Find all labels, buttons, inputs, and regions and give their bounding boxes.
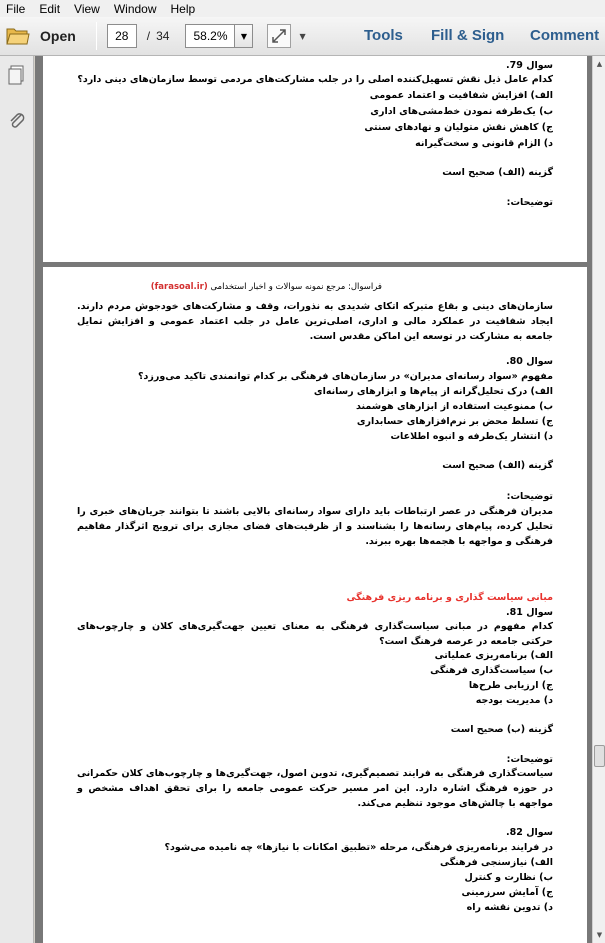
scrollbar-thumb[interactable]: [594, 745, 605, 767]
option-b: ب) یک‌طرفه نمودن خط‌مشی‌های اداری: [370, 106, 553, 117]
vertical-scrollbar[interactable]: [592, 56, 605, 943]
scroll-down-icon[interactable]: ▼: [596, 931, 603, 939]
option-b: ب) ممنوعیت استفاده از ابزارهای هوشمند: [356, 401, 553, 412]
menu-file[interactable]: File: [6, 1, 26, 16]
open-label: Open: [40, 28, 76, 44]
open-button[interactable]: [6, 22, 76, 50]
toolbar: [0, 17, 605, 56]
page-total: 34: [156, 29, 170, 43]
pdf-page: [43, 267, 587, 943]
option-d: د) انتشار یک‌طرفه و انبوه اطلاعات: [390, 431, 553, 442]
source-domain: (farasoal.ir): [150, 282, 208, 292]
explanation-label: توضیحات:: [506, 491, 553, 502]
option-a: الف) درک تحلیل‌گرانه از پیام‌ها و ابزارهای رسانه‌ای: [313, 386, 553, 397]
menu-help[interactable]: Help: [170, 1, 196, 16]
comment-button[interactable]: Comment: [530, 27, 600, 44]
answer-text: گزینه (الف) صحیح است: [442, 167, 553, 178]
option-b: ب) سیاست‌گذاری فرهنگی: [430, 665, 553, 676]
explanation-label: توضیحات:: [506, 197, 553, 208]
fit-page-icon[interactable]: [267, 24, 291, 48]
question-number: سوال 82.: [506, 827, 553, 838]
menu-bar: [0, 0, 605, 17]
paperclip-icon[interactable]: [6, 110, 28, 132]
question-text: مفهوم «سواد رسانه‌ای مدیران» در سازمان‌های فرهنگی بر کدام توانمندی تاکید می‌ورزد؟: [138, 371, 553, 382]
option-c: ج) تسلط محض بر نرم‌افزارهای حسابداری: [356, 416, 553, 427]
question-number: سوال 79.: [506, 60, 553, 71]
scroll-up-icon[interactable]: ▲: [596, 60, 603, 68]
answer-text: گزینه (الف) صحیح است: [442, 460, 553, 471]
option-b: ب) نظارت و کنترل: [464, 872, 553, 883]
question-text: کدام عامل ذیل نقش تسهیل‌کننده اصلی را در جلب مشارکت‌های مردمی توسط سازمان‌های دینی دارد؟: [77, 74, 553, 85]
option-d: د) الزام قانونی و سخت‌گیرانه: [415, 138, 553, 149]
source-credit: [151, 282, 382, 292]
answer-text: گزینه (ب) صحیح است: [450, 724, 553, 735]
option-c: ج) آمایش سرزمینی: [461, 887, 553, 898]
question-text: در فرایند برنامه‌ریزی فرهنگی، مرحله «تطبیق امکانات با نیازها» چه نامیده می‌شود؟: [164, 842, 553, 853]
source-prefix: فراسوال: مرجع نمونه سوالات و اخبار استخدامی: [210, 282, 382, 292]
intro-paragraph: سازمان‌های دینی و بقاع متبرکه اتکای شدیدی به نذورات، وقف و مشارکت‌های خودجوش مردم دارند. ایجاد شفافیت در عملکرد مالی و اداری، اصلی‌ترین عامل در جلب اعتماد عمومی و افزایش تمایل جامعه به مشارکت در توسعه این اماکن مقدس است.: [77, 301, 553, 342]
option-a: الف) افزایش شفافیت و اعتماد عمومی: [369, 90, 553, 101]
section-title: مبانی سیاست گذاری و برنامه ریزی فرهنگی: [346, 592, 553, 603]
zoom-value[interactable]: 58.2%: [193, 29, 228, 43]
option-a: الف) برنامه‌ریزی عملیاتی: [434, 650, 553, 661]
option-d: د) مدیریت بودجه: [475, 695, 553, 706]
more-tools-icon[interactable]: ▼: [299, 31, 306, 41]
menu-edit[interactable]: Edit: [39, 1, 61, 16]
question-number: سوال 80.: [506, 356, 553, 367]
page-thumbnails-icon[interactable]: [6, 64, 28, 86]
menu-window[interactable]: Window: [113, 1, 157, 16]
question-number: سوال 81.: [506, 607, 553, 618]
page-number-input[interactable]: 28: [107, 24, 137, 48]
toolbar-separator: [96, 22, 97, 50]
menu-view[interactable]: View: [74, 1, 100, 16]
question-text: کدام مفهوم در مبانی سیاست‌گذاری فرهنگی به معنای تعیین جهت‌گیری‌های کلان و چارچوب‌های حرکتی جامعه در عرصه فرهنگ است؟: [77, 621, 553, 647]
option-d: د) تدوین نقشه راه: [466, 902, 553, 913]
folder-icon: [6, 25, 30, 47]
fill-sign-button[interactable]: Fill & Sign: [431, 27, 505, 44]
left-nav-panel: [0, 56, 34, 943]
option-c: ج) کاهش نقش متولیان و نهادهای سنتی: [364, 122, 553, 133]
explanation-paragraph: سیاست‌گذاری فرهنگی به فرایند تصمیم‌گیری، تدوین اصول، جهت‌گیری‌ها و چارچوب‌های کلان حکمرانی در حوزه فرهنگ اشاره دارد. این امر مسیر حرکت عمومی جامعه را برای تحقق اهداف مشخص و مواجهه با چالش‌های موجود تنظیم می‌کند.: [77, 768, 553, 809]
chevron-down-icon[interactable]: ▼: [234, 25, 252, 47]
page-separator: /: [146, 29, 151, 43]
explanation-paragraph: مدیران فرهنگی در عصر ارتباطات باید دارای سواد رسانه‌ای بالایی باشند تا بتوانند جریان‌های خبری را تحلیل کرده، پیام‌های رسانه‌ها را بشناسند و از ظرفیت‌های فضای مجازی برای ترویج اثرگذار مفاهیم فرهنگی و مواجهه با هجمه‌ها بهره ببرند.: [77, 506, 553, 547]
option-a: الف) نیازسنجی فرهنگی: [440, 857, 553, 868]
explanation-label: توضیحات:: [506, 754, 553, 765]
document-viewport[interactable]: [35, 56, 592, 943]
option-c: ج) ارزیابی طرح‌ها: [468, 680, 553, 691]
tools-button[interactable]: Tools: [364, 27, 403, 44]
zoom-select[interactable]: [185, 24, 253, 48]
pdf-page: [43, 56, 587, 262]
